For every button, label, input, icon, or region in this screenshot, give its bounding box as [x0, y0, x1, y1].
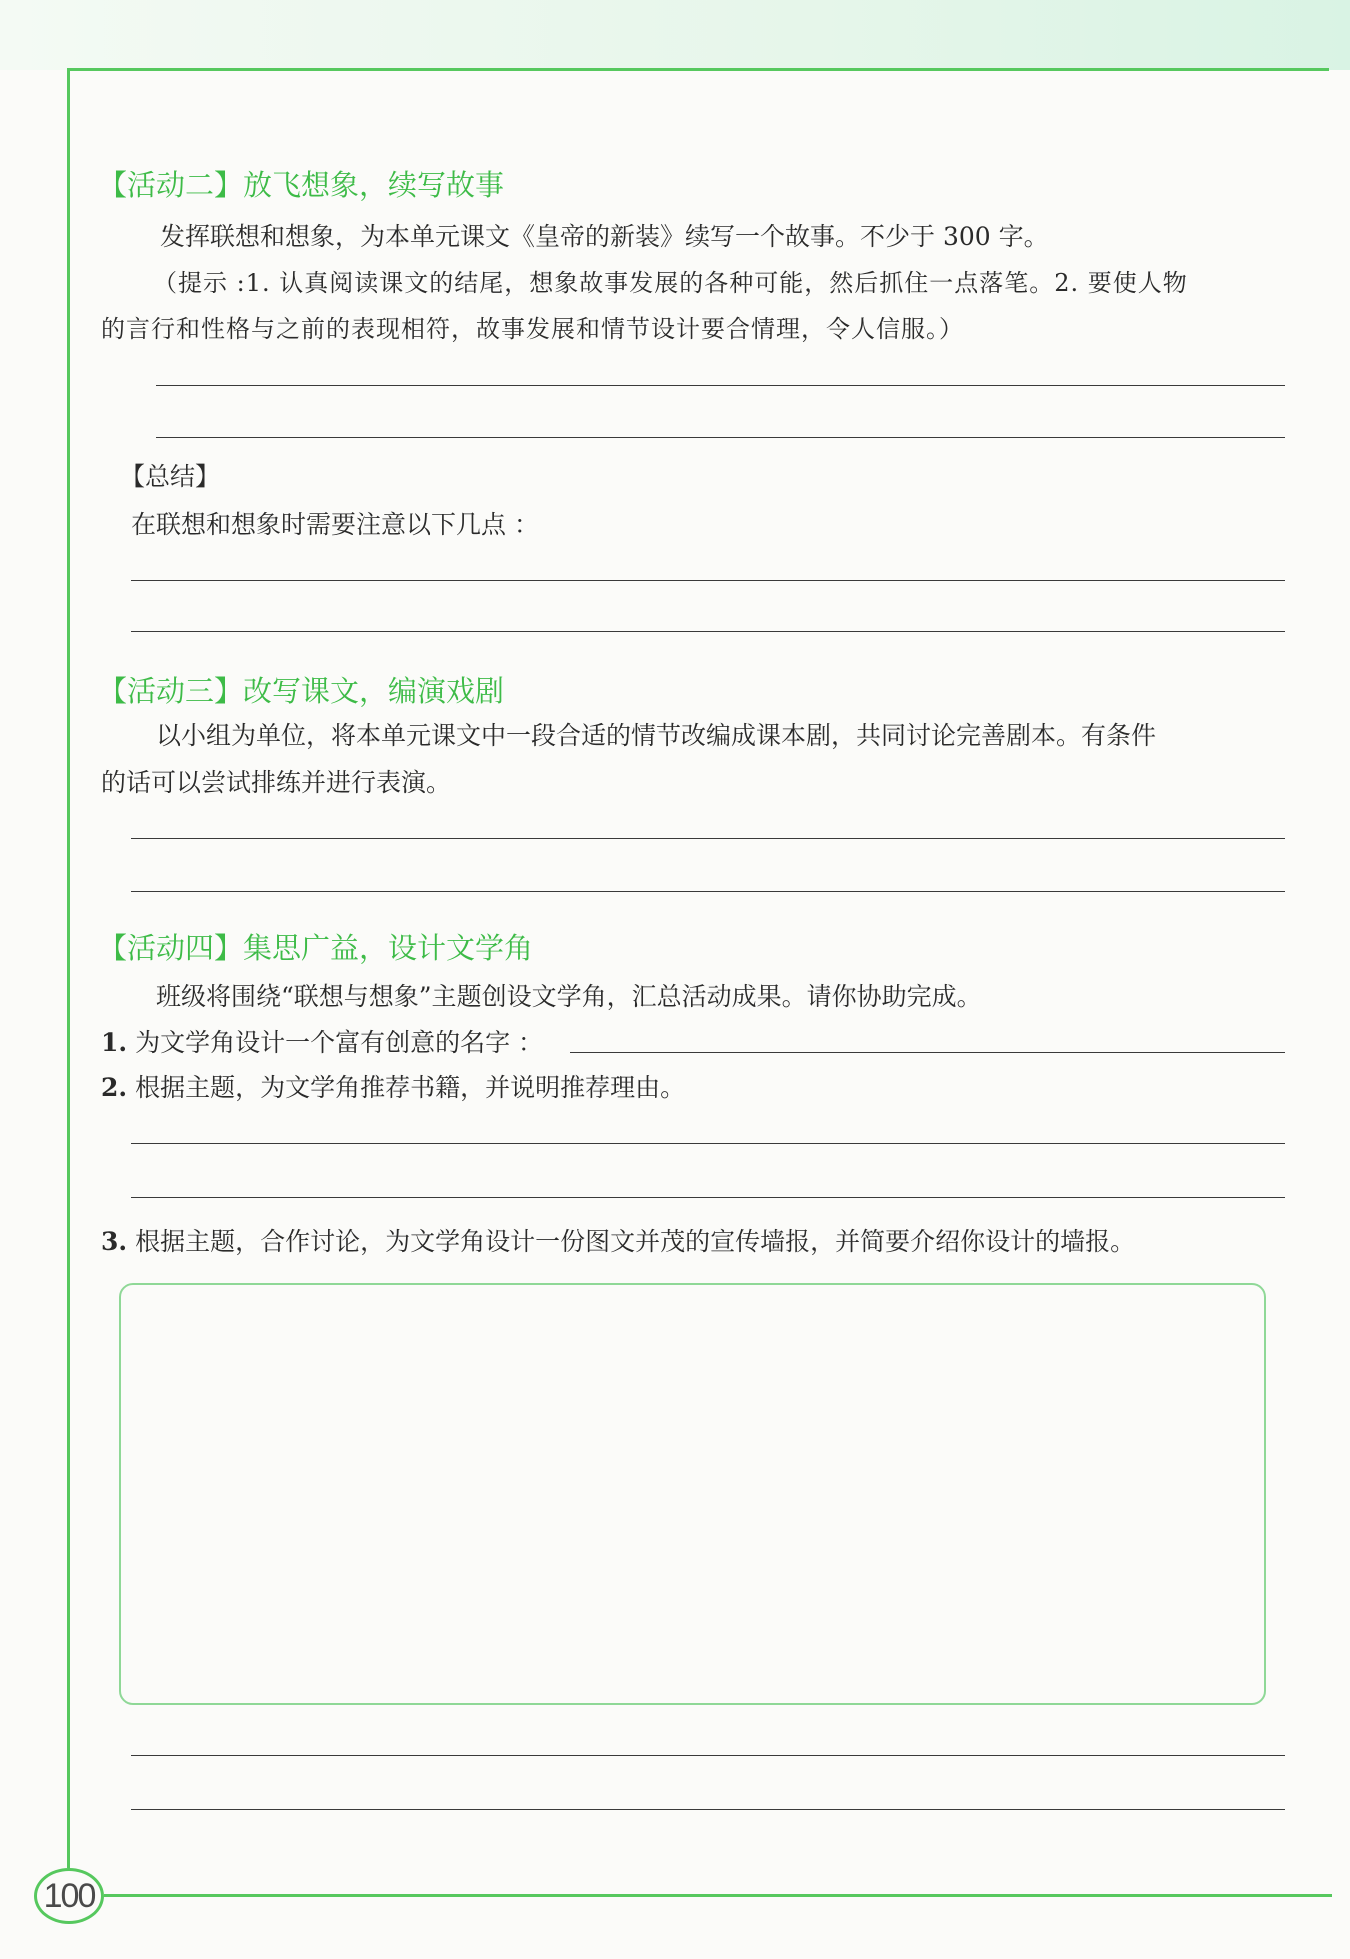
- question-1: [101, 1023, 543, 1059]
- activity3-body-line2: 的话可以尝试排练并进行表演。: [101, 768, 452, 797]
- answer-line[interactable]: [131, 1143, 1285, 1144]
- activity2-hint-line1: （提示 :1. 认真阅读课文的结尾，想象故事发展的各种可能，然后抓住一点落笔。2. 要使人物: [153, 269, 1188, 297]
- answer-line[interactable]: [131, 631, 1285, 632]
- activity3-heading: 【活动三】改写课文，编演戏剧: [98, 674, 505, 708]
- name-answer-line[interactable]: [570, 1052, 1285, 1053]
- activity2-hint-line2: 的言行和性格与之前的表现相符，故事发展和情节设计要合情理，令人信服。）: [101, 315, 964, 343]
- question-2-text: 根据主题，为文学角推荐书籍，并说明推荐理由。: [135, 1073, 686, 1102]
- activity4-intro: 班级将围绕“联想与想象”主题创设文学角，汇总活动成果。请你协助完成。: [156, 982, 982, 1011]
- top-decor-band: [0, 0, 1350, 70]
- question-1-number: 1.: [101, 1028, 128, 1057]
- answer-line[interactable]: [131, 838, 1285, 839]
- page-number: 100: [34, 1868, 104, 1924]
- activity2-heading: 【活动二】放飞想象，续写故事: [98, 168, 505, 202]
- answer-line[interactable]: [156, 385, 1285, 386]
- question-3-number: 3.: [101, 1227, 128, 1256]
- activity2-body: 发挥联想和想象，为本单元课文《皇帝的新装》续写一个故事。不少于 300 字。: [160, 222, 1049, 251]
- question-1-text: 为文学角设计一个富有创意的名字 ：: [135, 1028, 544, 1057]
- poster-drawing-area[interactable]: [119, 1283, 1266, 1705]
- question-2-number: 2.: [101, 1073, 128, 1102]
- activity4-heading: 【活动四】集思广益，设计文学角: [98, 931, 534, 965]
- answer-line[interactable]: [131, 1755, 1285, 1756]
- question-2: [101, 1068, 685, 1104]
- question-3-text: 根据主题，合作讨论，为文学角设计一份图文并茂的宣传墙报，并简要介绍你设计的墙报。: [135, 1227, 1136, 1256]
- page-frame-top: [67, 68, 1329, 71]
- summary-heading: 【总结】: [120, 462, 221, 491]
- answer-line[interactable]: [156, 437, 1285, 438]
- answer-line[interactable]: [131, 1809, 1285, 1810]
- page-frame-left: [67, 68, 70, 1868]
- activity3-body-line1: 以小组为单位，将本单元课文中一段合适的情节改编成课本剧，共同讨论完善剧本。有条件: [156, 721, 1157, 750]
- answer-line[interactable]: [131, 1197, 1285, 1198]
- summary-body: 在联想和想象时需要注意以下几点 ：: [131, 510, 539, 539]
- answer-line[interactable]: [131, 580, 1285, 581]
- question-3: [101, 1222, 1135, 1258]
- answer-line[interactable]: [131, 891, 1285, 892]
- page-frame-bottom: [104, 1894, 1332, 1897]
